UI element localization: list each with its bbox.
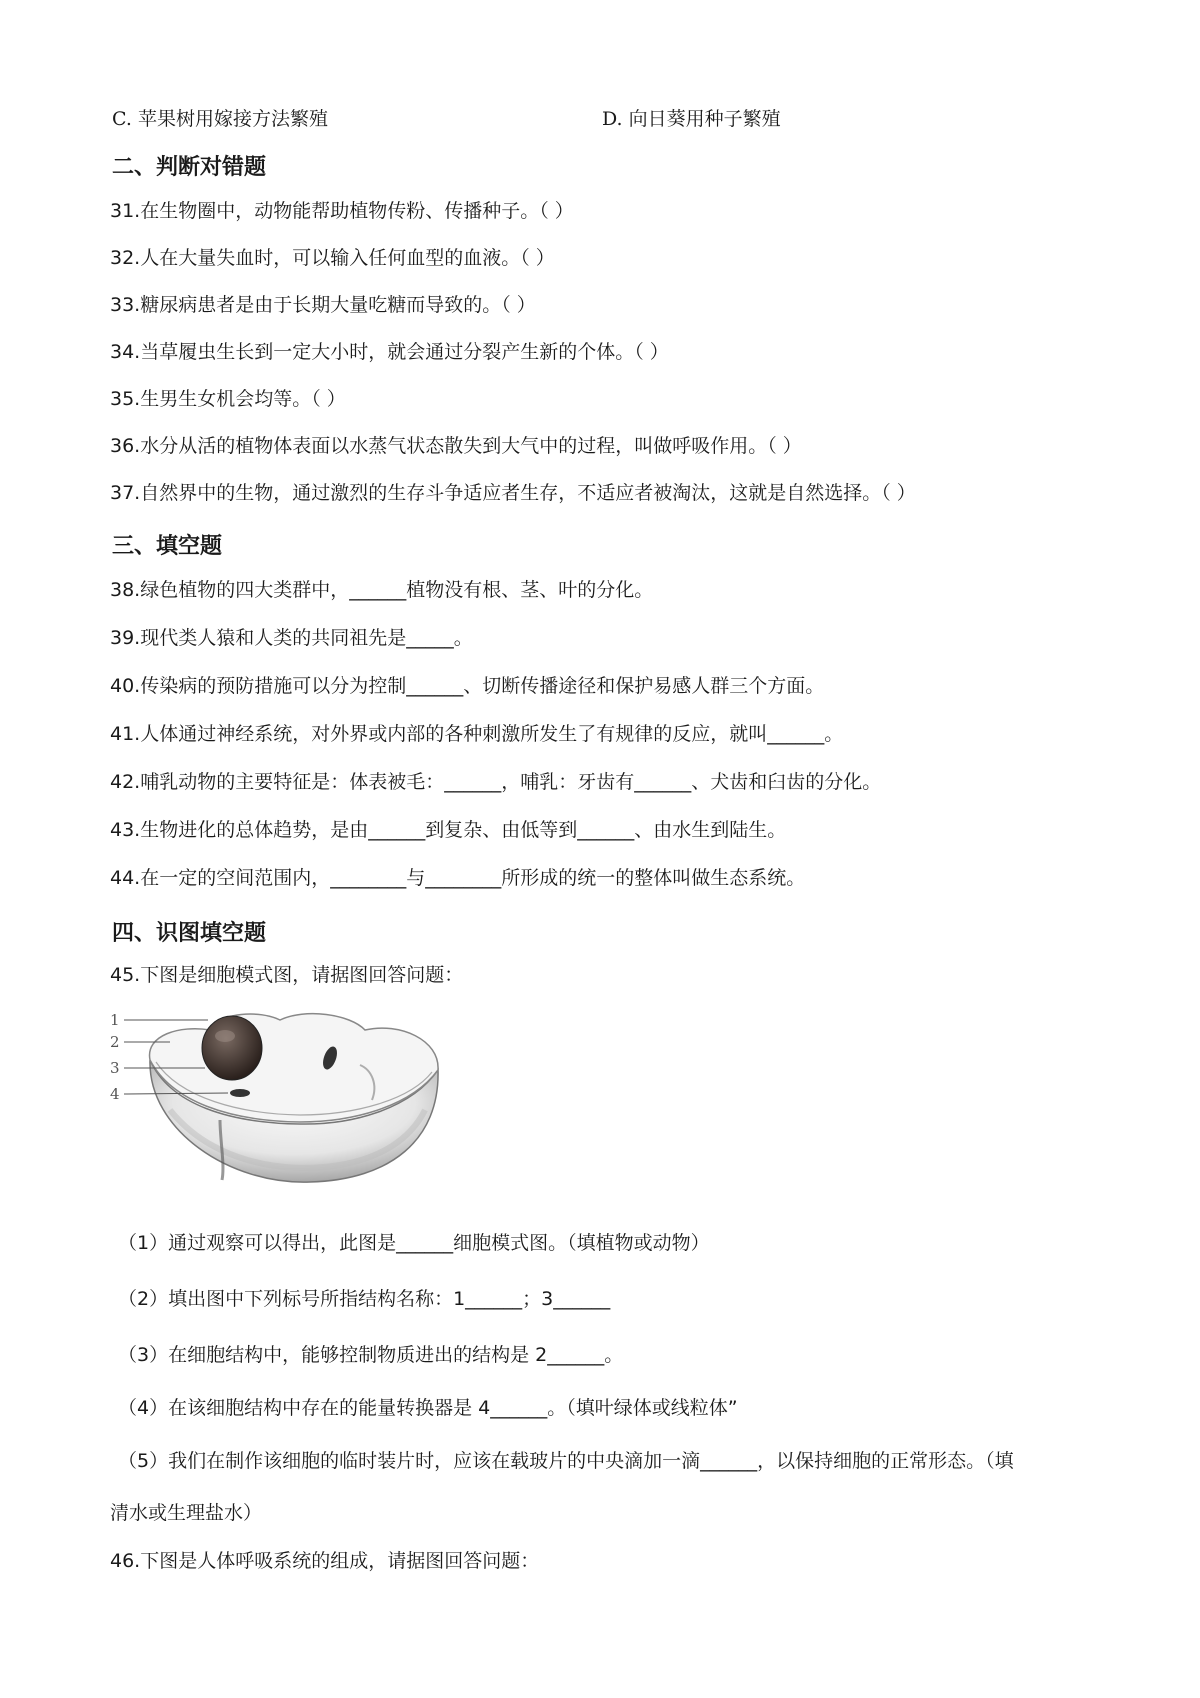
figure-label-2: 2	[110, 1033, 120, 1051]
choice-c: C. 苹果树用嫁接方法繁殖	[112, 108, 328, 130]
section-2-title: 二、判断对错题	[112, 155, 267, 180]
question-31: 31.在生物圈中，动物能帮助植物传粉、传播种子。（ ）	[110, 200, 574, 222]
question-42: 42.哺乳动物的主要特征是：体表被毛：______，哺乳：牙齿有______、犬齿和臼齿的分化。	[110, 771, 882, 793]
question-33: 33.糖尿病患者是由于长期大量吃糖而导致的。（ ）	[110, 294, 536, 316]
question-45-part-4: （4）在该细胞结构中存在的能量转换器是 4______。（填叶绿体或线粒体”	[118, 1397, 738, 1419]
question-45-part-1: （1）通过观察可以得出，此图是______细胞模式图。（填植物或动物）	[118, 1232, 710, 1254]
question-37: 37.自然界中的生物，通过激烈的生存斗争适应者生存，不适应者被淘汰，这就是自然选择。（ ）	[110, 482, 916, 504]
figure-label-4: 4	[110, 1085, 120, 1103]
question-40: 40.传染病的预防措施可以分为控制______、切断传播途径和保护易感人群三个方面。	[110, 675, 825, 697]
question-45-stem: 45.下图是细胞模式图，请据图回答问题：	[110, 964, 464, 986]
question-35: 35.生男生女机会均等。（ ）	[110, 388, 346, 410]
animal-cell-figure	[110, 990, 450, 1200]
nucleus	[202, 1016, 262, 1080]
section-4-title: 四、识图填空题	[112, 921, 267, 946]
question-34: 34.当草履虫生长到一定大小时，就会通过分裂产生新的个体。（ ）	[110, 341, 669, 363]
question-38: 38.绿色植物的四大类群中，______植物没有根、茎、叶的分化。	[110, 579, 654, 601]
mitochondrion-small	[230, 1089, 250, 1097]
figure-label-3: 3	[110, 1059, 120, 1077]
question-36: 36.水分从活的植物体表面以水蒸气状态散失到大气中的过程，叫做呼吸作用。（ ）	[110, 435, 802, 457]
question-32: 32.人在大量失血时，可以输入任何血型的血液。（ ）	[110, 247, 555, 269]
question-45-part-3: （3）在细胞结构中，能够控制物质进出的结构是 2______。	[118, 1344, 624, 1366]
question-46-stem: 46.下图是人体呼吸系统的组成，请据图回答问题：	[110, 1550, 540, 1572]
question-39: 39.现代类人猿和人类的共同祖先是_____。	[110, 627, 473, 649]
nucleus-highlight	[215, 1030, 235, 1042]
choice-d: D. 向日葵用种子繁殖	[602, 108, 781, 130]
question-43: 43.生物进化的总体趋势，是由______到复杂、由低等到______、由水生到陆生。	[110, 819, 787, 841]
question-45-part-5-cont: 清水或生理盐水）	[110, 1502, 263, 1524]
figure-label-1: 1	[110, 1011, 120, 1029]
question-41: 41.人体通过神经系统，对外界或内部的各种刺激所发生了有规律的反应，就叫______。	[110, 723, 844, 745]
question-45-part-5: （5）我们在制作该细胞的临时装片时，应该在载玻片的中央滴加一滴______，以保持细胞的正常形态。（填	[118, 1450, 1014, 1472]
question-45-part-2: （2）填出图中下列标号所指结构名称：1______；3______	[118, 1288, 611, 1310]
question-44: 44.在一定的空间范围内，________与________所形成的统一的整体叫做生态系统。	[110, 867, 806, 889]
section-3-title: 三、填空题	[112, 534, 223, 559]
